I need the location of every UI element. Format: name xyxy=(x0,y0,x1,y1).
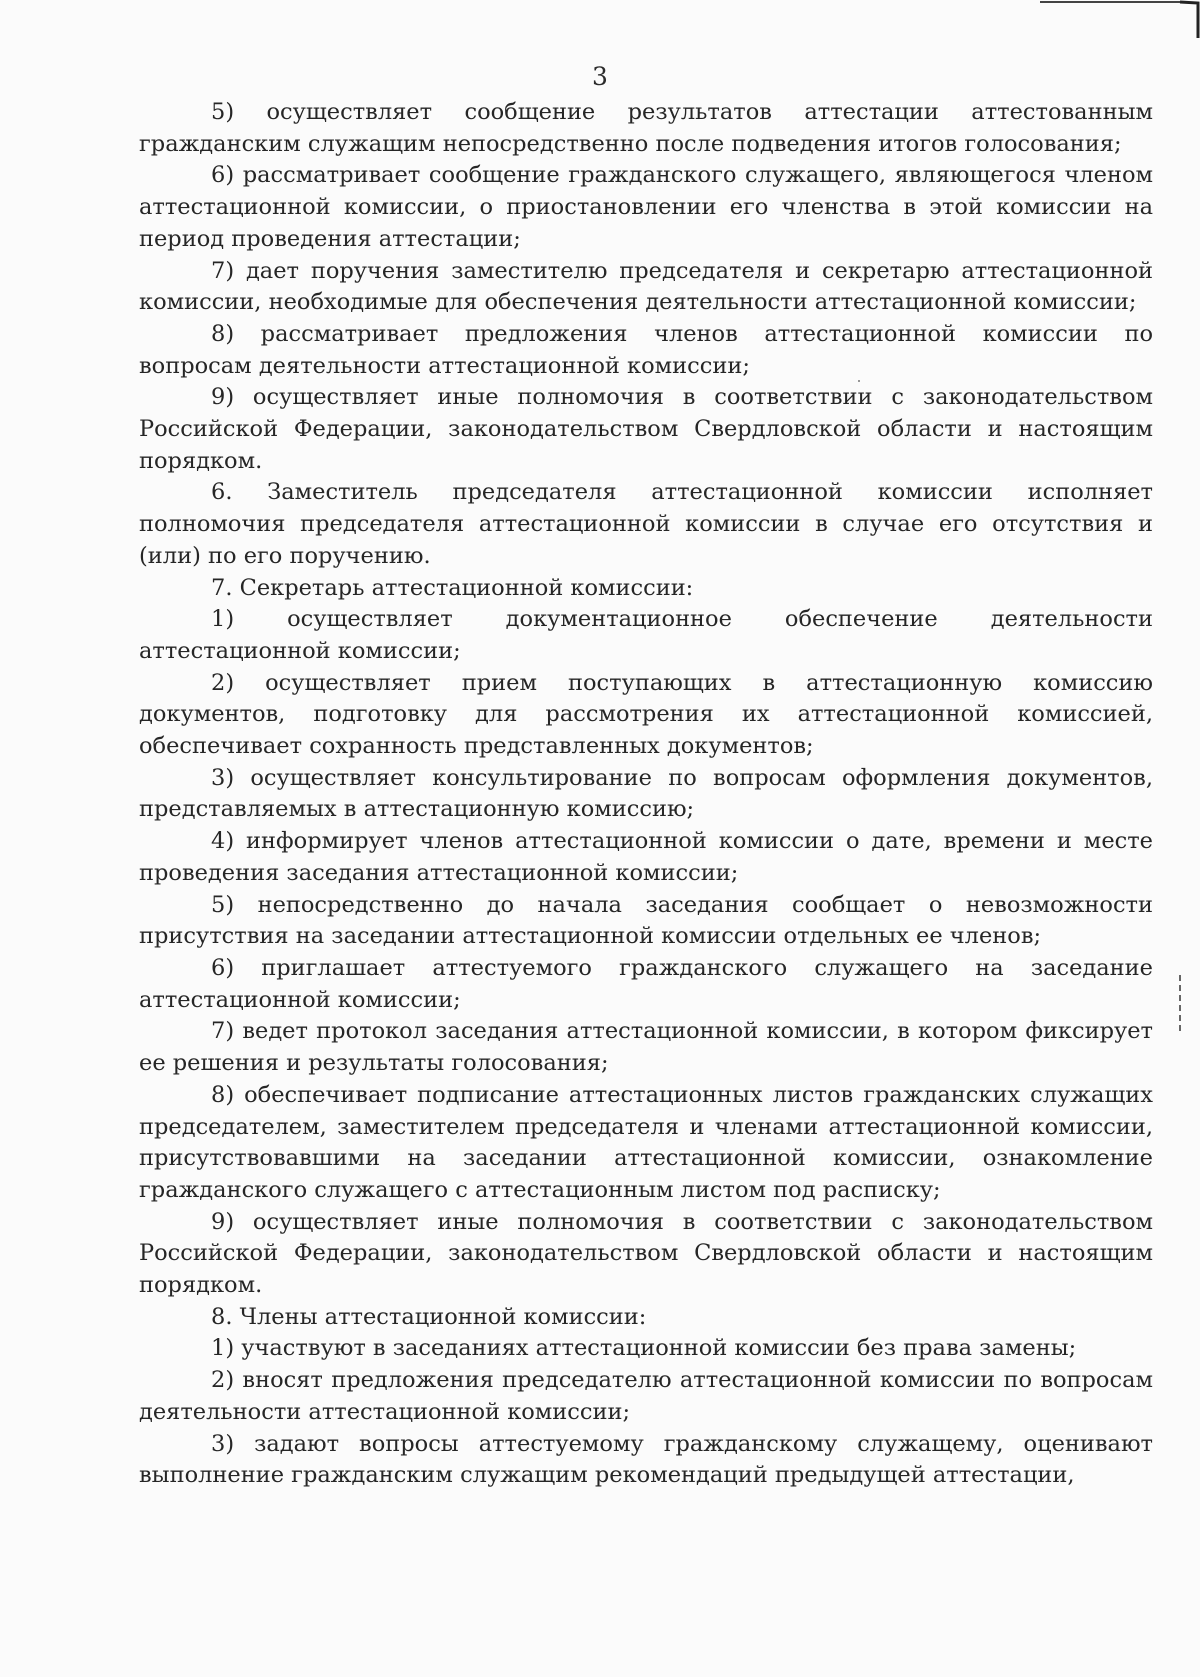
scan-edge-mark xyxy=(1020,0,1200,40)
paragraph: 6) рассматривает сообщение гражданского служащего, являющегося членом аттестационной комиссии, о приостановлении его членства в этой комиссии на период проведения аттестации; xyxy=(139,162,1153,252)
paragraph: 9) осуществляет иные полномочия в соответствии с законодательством Российской Федерации, законодательством Свердловской области и настоящим порядком. xyxy=(139,1208,1153,1299)
paragraph: 5) осуществляет сообщение результатов аттестации аттестованным гражданским служащим непосредственно после подведения итогов голосования; xyxy=(139,99,1153,157)
paragraph: 2) осуществляет прием поступающих в аттестационную комиссию документов, подготовку для рассмотрения их аттестационной комиссией, обеспечивает сохранность представленных документов; xyxy=(139,669,1153,760)
paragraph: 8) обеспечивает подписание аттестационных листов гражданских служащих председателем, заместителем председателя и членами аттестационной комиссии, присутствовавшими на заседании аттестационной комиссии, ознакомление гражданского служащего с аттестационным листом под расписку; xyxy=(139,1081,1153,1203)
paragraph: 6. Заместитель председателя аттестационной комиссии исполняет полномочия председателя аттестационной комиссии в случае его отсутствия и (или) по его поручению. xyxy=(139,479,1153,569)
paragraph: 4) информирует членов аттестационной комиссии о дате, времени и месте проведения заседания аттестационной комиссии; xyxy=(139,828,1153,886)
scan-side-mark xyxy=(1178,975,1182,1035)
paragraph: 1) осуществляет документационное обеспечение деятельности аттестационной комиссии; xyxy=(139,606,1153,664)
document-body xyxy=(139,97,1153,1492)
paragraph: 3) задают вопросы аттестуемому гражданскому служащему, оценивают выполнение гражданским служащим рекомендаций предыдущей аттестации, xyxy=(139,1430,1153,1489)
paragraph: 3) осуществляет консультирование по вопросам оформления документов, представляемых в аттестационную комиссию; xyxy=(139,764,1153,823)
section-heading: 8. Члены аттестационной комиссии: xyxy=(211,1303,647,1330)
paragraph: 6) приглашает аттестуемого гражданского служащего на заседание аттестационной комиссии; xyxy=(139,954,1153,1013)
paragraph: 8) рассматривает предложения членов аттестационной комиссии по вопросам деятельности аттестационной комиссии; xyxy=(139,320,1153,379)
paragraph: 2) вносят предложения председателю аттестационной комиссии по вопросам деятельности аттестационной комиссии; xyxy=(139,1367,1153,1425)
paragraph: 1) участвуют в заседаниях аттестационной комиссии без права замены; xyxy=(211,1335,1077,1362)
section-heading: 7. Секретарь аттестационной комиссии: xyxy=(211,574,694,601)
paragraph: 7) дает поручения заместителю председателя и секретарю аттестационной комиссии, необходимые для обеспечения деятельности аттестационной комиссии; xyxy=(139,257,1153,316)
paragraph: 7) ведет протокол заседания аттестационной комиссии, в котором фиксирует ее решения и результаты голосования; xyxy=(139,1018,1153,1077)
paragraph: 5) непосредственно до начала заседания сообщает о невозможности присутствия на заседании аттестационной комиссии отдельных ее членов; xyxy=(139,891,1153,950)
page-number: 3 xyxy=(592,62,608,91)
paragraph: 9) осуществляет иные полномочия в соответствии с законодательством Российской Федерации, законодательством Свердловской области и настоящим порядком. xyxy=(139,384,1153,474)
